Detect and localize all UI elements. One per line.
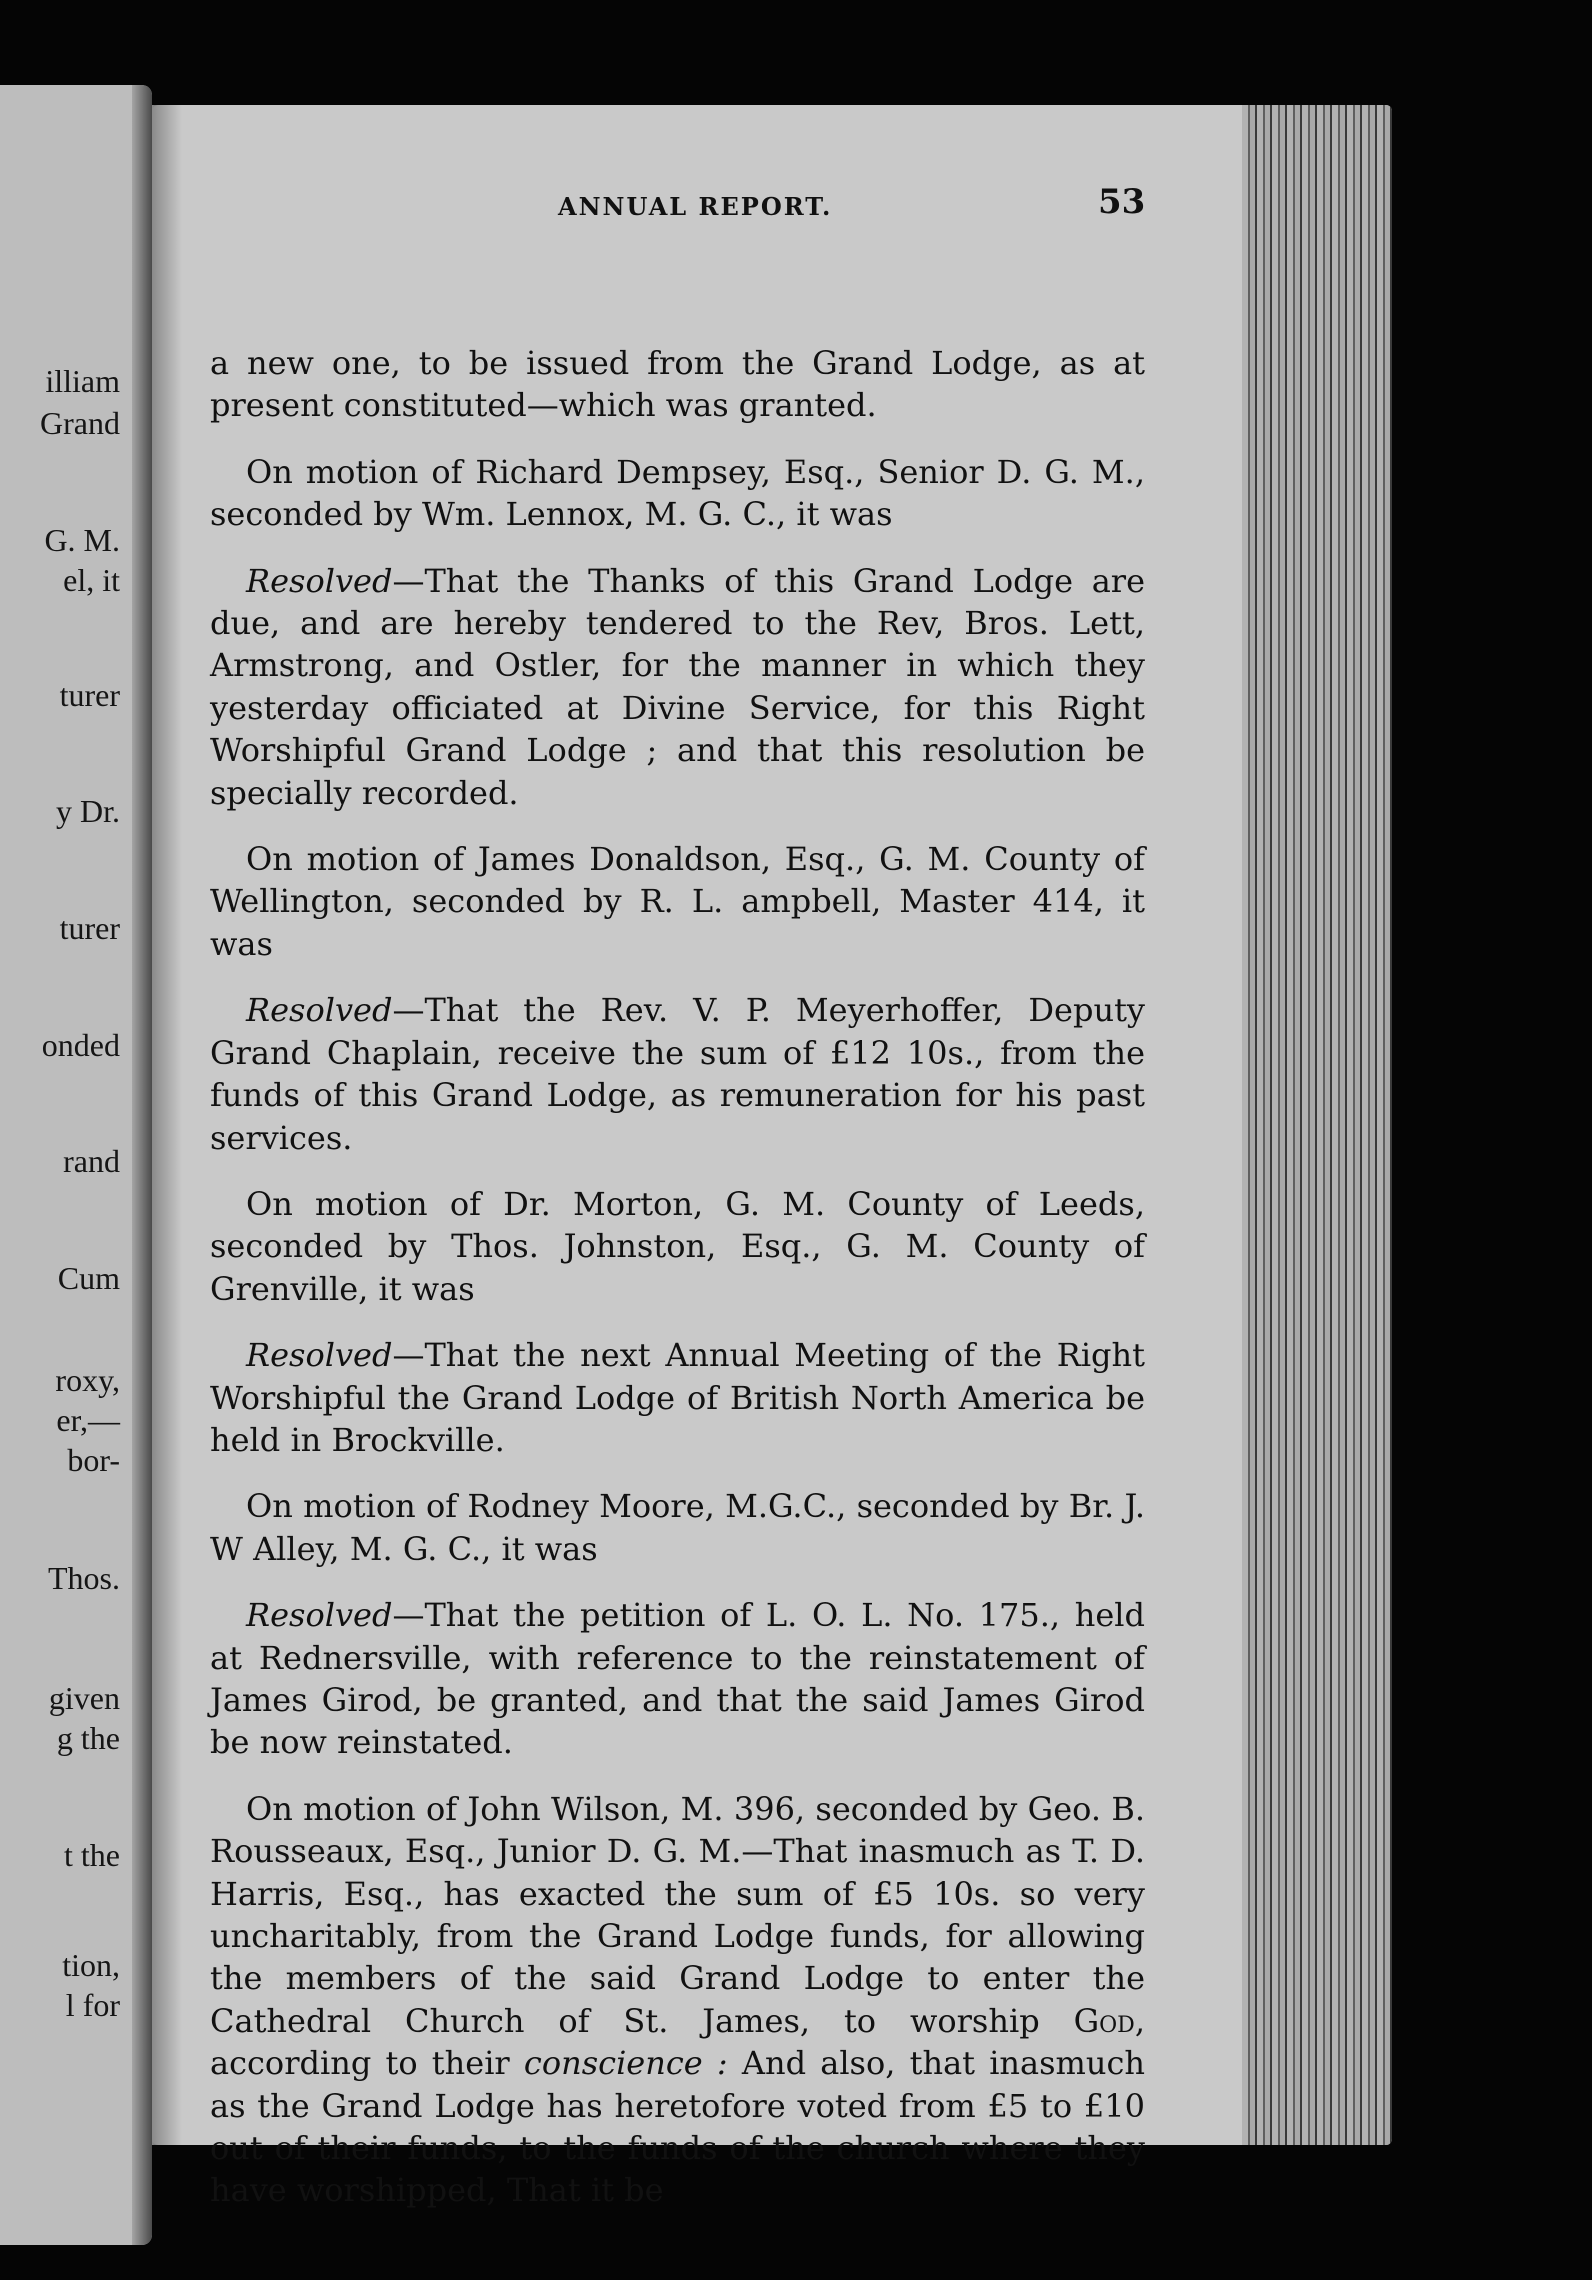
resolution-paragraph xyxy=(210,1594,1145,1764)
facing-page-fragment: tion, xyxy=(62,1947,120,1983)
paragraph-text: —That the Rev. V. P. Meyerhoffer, Deputy Grand Chaplain, receive the sum of £12 10s., from the funds of this Grand Lodge, as remuneration for his past services. xyxy=(210,991,1145,1157)
motion-paragraph xyxy=(210,1183,1145,1310)
paragraph-text: On motion of Rodney Moore, M.G.C., seconded by Br. J. W Alley, M. G. C., it was xyxy=(210,1487,1145,1568)
motion-paragraph xyxy=(210,451,1145,536)
resolution-paragraph xyxy=(210,989,1145,1159)
facing-page xyxy=(0,85,152,2245)
facing-page-fragment: roxy, xyxy=(55,1362,120,1398)
facing-page-fragment: t the xyxy=(64,1837,120,1873)
paragraph-text: —That the Thanks of this Grand Lodge are due, and are hereby tendered to the Rev, Bros. Lett, Armstrong, and Ostler, for the manner in which they yesterday officiated at Divine Service, for this Right Worshipful Grand Lodge ; and that this resolution be specially recorded. xyxy=(210,561,1145,812)
facing-page-fragment: Cum xyxy=(57,1260,120,1296)
italic-word: conscience : xyxy=(523,2044,728,2083)
facing-page-fragment: rand xyxy=(63,1143,120,1179)
paragraph-text: On motion of James Donaldson, Esq., G. M. County of Wellington, seconded by R. L. ampbell, Master 414, it was xyxy=(210,840,1145,963)
page-gutter-shade xyxy=(152,105,182,2145)
motion-paragraph xyxy=(210,1788,1145,2212)
gutter-shadow xyxy=(132,85,152,2245)
facing-page-fragment: y Dr. xyxy=(56,793,120,829)
facing-page-fragment: turer xyxy=(59,910,120,946)
paragraph-text: —That the petition of L. O. L. No. 175., held at Rednersville, with reference to the reinstatement of James Girod, be granted, and that the said James Girod be now reinstated. xyxy=(210,1596,1145,1762)
continuation-paragraph xyxy=(210,342,1145,427)
paragraph-text: On motion of Dr. Morton, G. M. County of Leeds, seconded by Thos. Johnston, Esq., G. M. County of Grenville, it was xyxy=(210,1184,1145,1308)
facing-page-fragment: onded xyxy=(41,1027,120,1063)
page-number: 53 xyxy=(1098,182,1146,222)
paragraph-text: And also, that inasmuch as the Grand Lodge has heretofore voted from £5 to £10 out of their funds, to the funds of the church where they have worshipped, That it be xyxy=(210,2044,1146,2210)
facing-page-fragment: illiam xyxy=(45,363,120,399)
page-body xyxy=(210,342,1145,2236)
resolved-label: Resolved xyxy=(246,561,393,600)
paragraph-text: —That the next Annual Meeting of the Right Worshipful the Grand Lodge of British North America be held in Brockville. xyxy=(210,1336,1145,1459)
facing-page-fragment: Thos. xyxy=(48,1560,120,1596)
resolved-label: Resolved xyxy=(246,991,393,1030)
facing-page-fragment: er,— xyxy=(56,1402,120,1438)
facing-page-fragment: l for xyxy=(65,1987,120,2023)
page-edges xyxy=(1242,105,1392,2145)
paragraph-text: a new one, to be issued from the Grand Lodge, as at present constituted—which was granted. xyxy=(210,344,1145,425)
small-caps-word: God xyxy=(1073,2001,1135,2040)
resolved-label: Resolved xyxy=(246,1596,393,1635)
resolution-paragraph xyxy=(210,1334,1145,1461)
paragraph-text: On motion of Richard Dempsey, Esq., Senior D. G. M., seconded by Wm. Lennox, M. G. C., it was xyxy=(210,452,1145,534)
motion-paragraph xyxy=(210,838,1145,965)
facing-page-fragment: given xyxy=(48,1680,120,1716)
running-head: ANNUAL REPORT. xyxy=(558,192,833,221)
facing-page-fragment: turer xyxy=(59,677,120,713)
facing-page-fragment: G. M. xyxy=(44,522,120,558)
motion-paragraph xyxy=(210,1485,1145,1570)
facing-page-fragment: el, it xyxy=(63,562,120,598)
resolution-paragraph xyxy=(210,560,1145,814)
facing-page-fragment: bor- xyxy=(67,1442,120,1478)
paragraph-text: , according to their xyxy=(210,2001,1145,2083)
facing-page-fragment: g the xyxy=(56,1720,120,1756)
paragraph-text: On motion of John Wilson, M. 396, seconded by Geo. B. Rousseaux, Esq., Junior D. G. M.—That inasmuch as T. D. Harris, Esq., has exacted the sum of £5 10s. so very uncharitably, from the Grand Lodge funds, for allowing the members of the said Grand Lodge to enter the Cathedral Church of St. James, to worship xyxy=(210,1789,1145,2040)
facing-page-fragment: Grand xyxy=(40,405,120,441)
resolved-label: Resolved xyxy=(246,1336,393,1375)
